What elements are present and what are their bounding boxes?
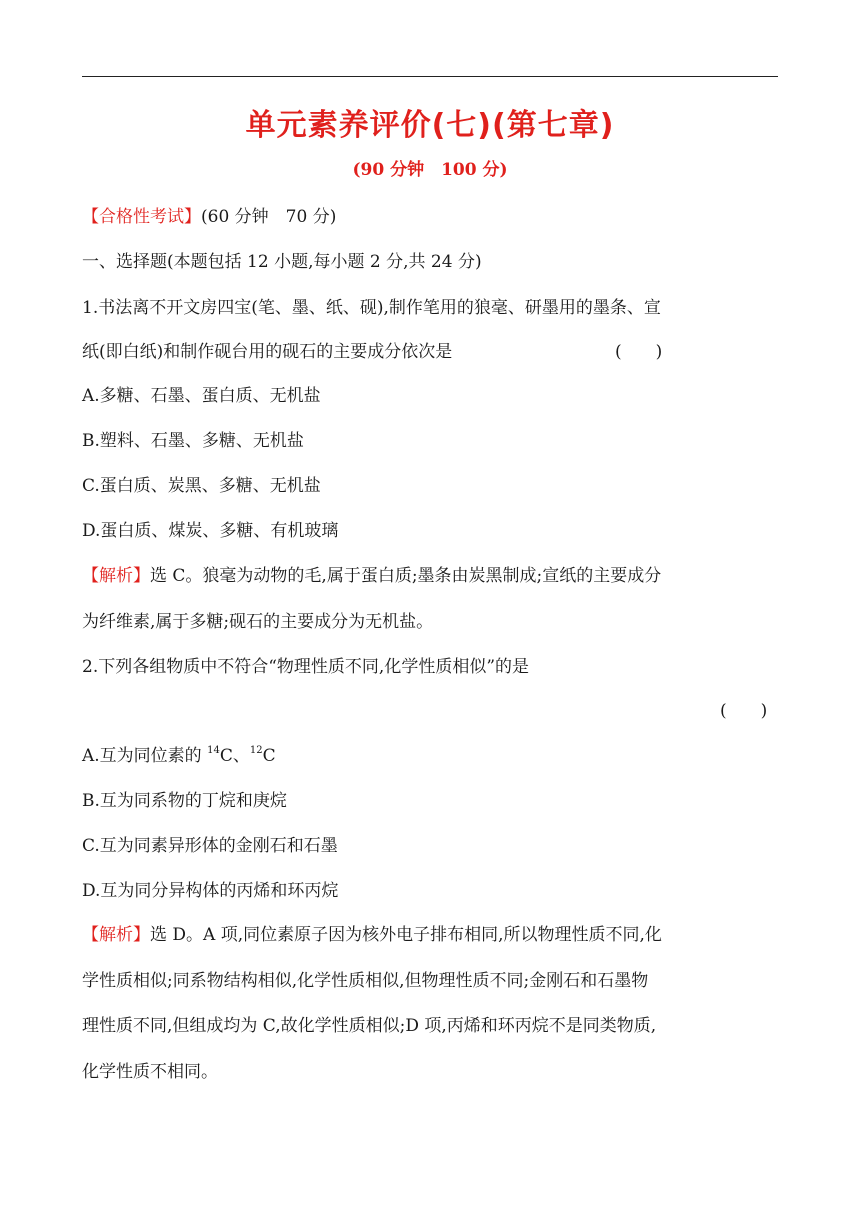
q2-analysis-line2: 学性质相似;同系物结构相似,化学性质相似,但物理性质不同;金刚石和石墨物	[82, 971, 649, 991]
q1-analysis-tag: 【解析】	[82, 566, 150, 586]
q2-option-d: D.互为同分异构体的丙烯和环丙烷	[82, 881, 339, 901]
q1-analysis-line2: 为纤维素,属于多糖;砚石的主要成分为无机盐。	[82, 612, 434, 632]
isotope-mass-14: 14	[207, 745, 220, 756]
header-rule	[82, 76, 778, 77]
q1-stem-line2: 纸(即白纸)和制作砚台用的砚石的主要成分依次是	[82, 342, 453, 362]
q2-option-a: A.互为同位素的 $^{14}$C、$^{12}$C	[82, 745, 276, 766]
q1-answer-blank: ( )	[615, 342, 663, 362]
q2-answer-blank: ( )	[720, 701, 768, 721]
isotope-mass-12: 12	[249, 745, 263, 756]
q2-option-c: C.互为同素异形体的金刚石和石墨	[82, 836, 338, 856]
page-title: 单元素养评价(七)(第七章)	[245, 108, 615, 143]
q2-option-b: B.互为同系物的丁烷和庚烷	[82, 791, 287, 811]
section-time: (60 分钟 70 分)	[201, 207, 337, 227]
q1-option-b: B.塑料、石墨、多糖、无机盐	[82, 431, 304, 451]
q2-analysis-tag: 【解析】	[82, 925, 150, 945]
part-heading: 一、选择题(本题包括 12 小题,每小题 2 分,共 24 分)	[82, 252, 482, 272]
section-heading	[82, 204, 780, 230]
q2-analysis-line4: 化学性质不相同。	[82, 1062, 218, 1082]
q1-option-c: C.蛋白质、炭黑、多糖、无机盐	[82, 476, 321, 496]
q2-stem-line1: 2.下列各组物质中不符合“物理性质不同,化学性质相似”的是	[82, 657, 530, 677]
q2-analysis-line3: 理性质不同,但组成均为 C,故化学性质相似;D 项,丙烯和环丙烷不是同类物质,	[82, 1016, 657, 1036]
q1-analysis-line1: 【解析】选 C。狼毫为动物的毛,属于蛋白质;墨条由炭黑制成;宣纸的主要成分	[82, 566, 662, 586]
q1-stem-line1: 1.书法离不开文房四宝(笔、墨、纸、砚),制作笔用的狼毫、研墨用的墨条、宣	[82, 298, 661, 318]
q1-option-d: D.蛋白质、煤炭、多糖、有机玻璃	[82, 521, 339, 541]
q1-option-a: A.多糖、石墨、蛋白质、无机盐	[82, 386, 321, 406]
q2-analysis-line1: 【解析】选 D。A 项,同位素原子因为核外电子排布相同,所以物理性质不同,化	[82, 925, 662, 945]
section-tag: 【合格性考试】	[82, 207, 201, 227]
page-subtitle: (90 分钟 100 分)	[352, 160, 508, 180]
